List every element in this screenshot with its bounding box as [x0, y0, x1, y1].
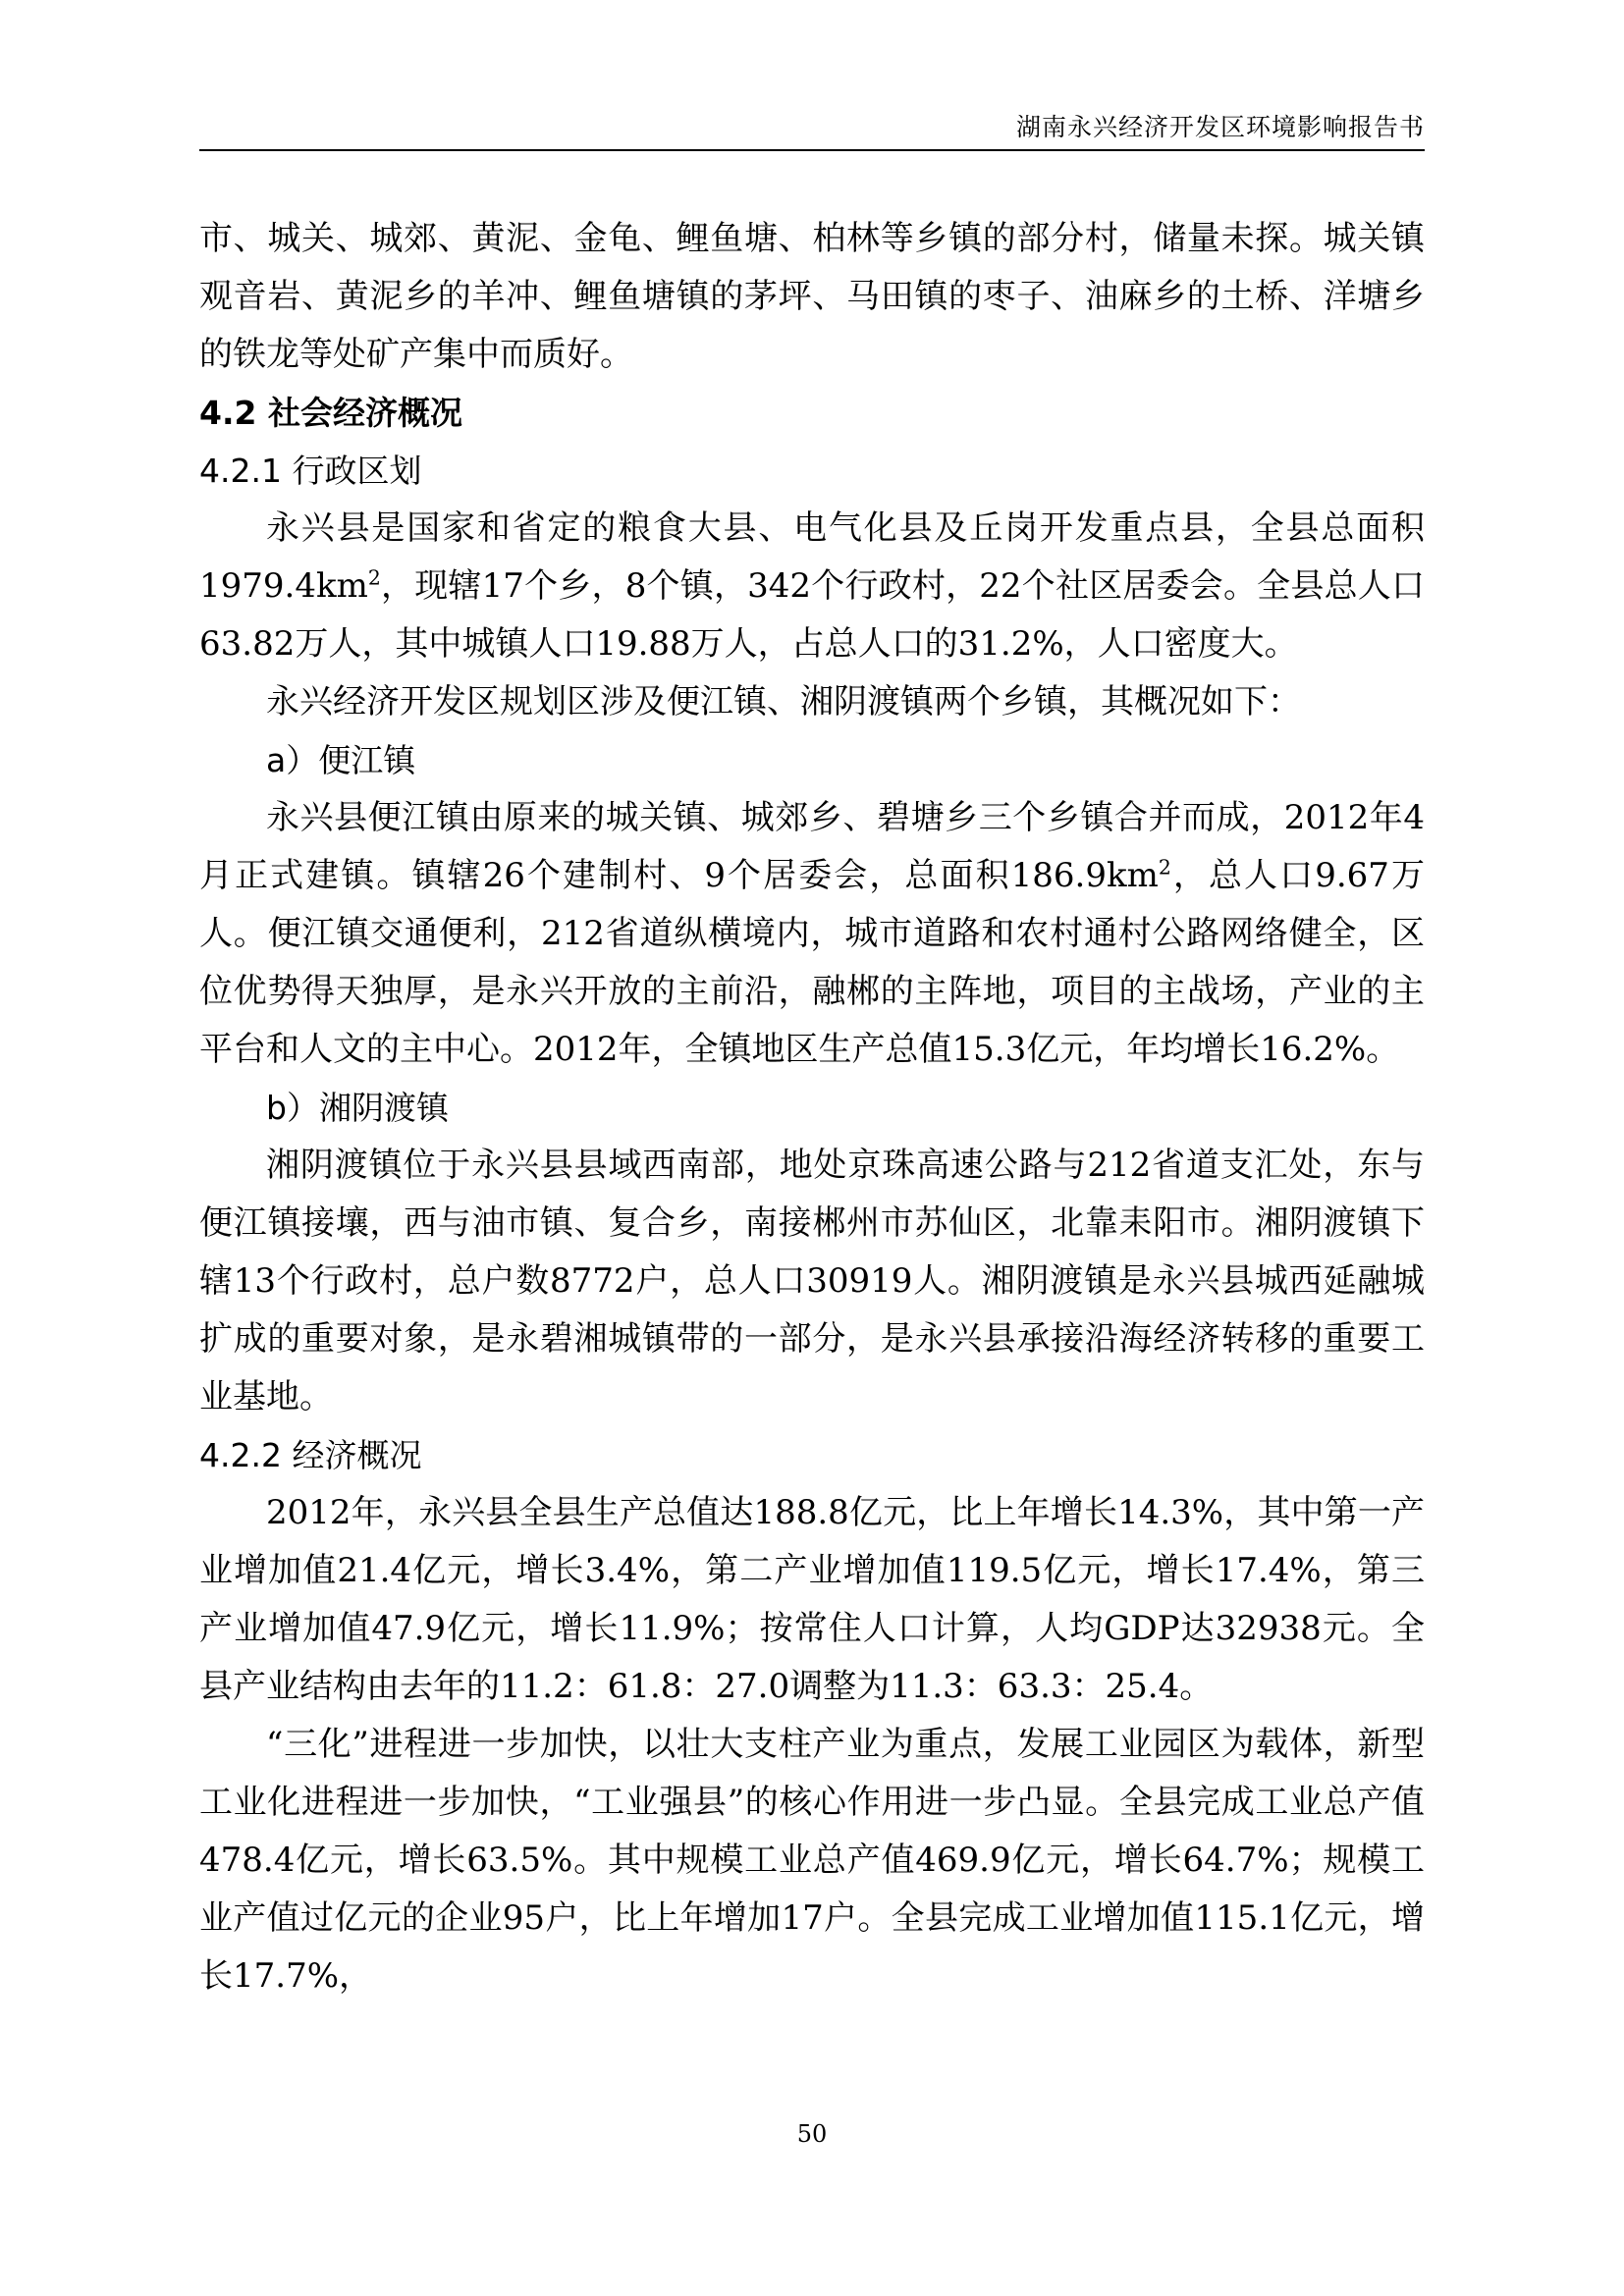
- section-heading-4-2-1: 4.2.1 行政区划: [199, 452, 422, 490]
- page-number: 50: [796, 2120, 828, 2148]
- paragraph-xiangyindu: 湘阴渡镇位于永兴县县域西南部，地处京珠高速公路与212省道支汇处，东与便江镇接壤，西与油市镇、复合乡，南接郴州市苏仙区，北靠耒阳市。湘阴渡镇下辖13个行政村，总户数8772户，总人口30919人。湘阴渡镇是永兴县城西延融城扩成的重要对象，是永碧湘城镇带的一部分，是永兴县承接沿海经济转移的重要工业基地。: [199, 1146, 1425, 1416]
- superscript: 2: [367, 565, 381, 590]
- page-header: [199, 110, 1425, 151]
- header-title: 湖南永兴经济开发区环境影响报告书: [1015, 113, 1425, 141]
- paragraph-industrialization: “三化”进程进一步加快，以壮大支柱产业为重点，发展工业园区为载体，新型工业化进程进一步加快，“工业强县”的核心作用进一步凸显。全县完成工业总产值478.4亿元，增长63.5%。其中规模工业总产值469.9亿元，增长64.7%；规模工业产值过亿元的企业95户，比上年增加17户。全县完成工业增加值115.1亿元，增长17.7%，: [199, 1725, 1425, 1996]
- text-segment: 永兴县便江镇由原来的城关镇、城郊乡、碧塘乡三个乡镇合并而成，2012年4月正式建镇。镇辖26个建制村、9个居委会，总面积186.9km: [199, 798, 1425, 895]
- text-segment: 永兴县是国家和省定的粮食大县、电气化县及丘岗开发重点县，全县总面积1979.4km: [199, 508, 1425, 606]
- paragraph-administrative-division: [199, 500, 1425, 673]
- text-segment: ，现辖17个乡，8个镇，342个行政村，22个社区居委会。全县总人口63.82万人，其中城镇人口19.88万人，占总人口的31.2%，人口密度大。: [199, 566, 1425, 664]
- paragraph-mineral-continuation: 市、城关、城郊、黄泥、金龟、鲤鱼塘、柏林等乡镇的部分村，储量未探。城关镇观音岩、黄泥乡的羊冲、鲤鱼塘镇的茅坪、马田镇的枣子、油麻乡的土桥、洋塘乡的铁龙等处矿产集中而质好。: [199, 219, 1425, 374]
- document-body: [199, 210, 1425, 2005]
- subheading-bianjiang: a）便江镇: [266, 741, 416, 779]
- section-heading-4-2-2: 4.2.2 经济概况: [199, 1436, 422, 1474]
- superscript: 2: [1158, 855, 1171, 880]
- paragraph-planning-area: 永兴经济开发区规划区涉及便江镇、湘阴渡镇两个乡镇，其概况如下：: [266, 682, 1301, 721]
- section-heading-4-2: 4.2 社会经济概况: [199, 394, 462, 432]
- paragraph-economy-2012: 2012年，永兴县全县生产总值达188.8亿元，比上年增长14.3%，其中第一产业增加值21.4亿元，增长3.4%，第二产业增加值119.5亿元，增长17.4%，第三产业增加值47.9亿元，增长11.9%；按常住人口计算，人均GDP达32938元。全县产业结构由去年的11.2：61.8：27.0调整为11.3：63.3：25.4。: [199, 1493, 1425, 1706]
- subheading-xiangyindu: b）湘阴渡镇: [266, 1089, 449, 1127]
- paragraph-bianjiang: [199, 789, 1425, 1079]
- text-segment: ，总人口9.67万人。便江镇交通便利，212省道纵横境内，城市道路和农村通村公路网络健全，区位优势得天独厚，是永兴开放的主前沿，融郴的主阵地，项目的主战场，产业的主平台和人文的主中心。2012年，全镇地区生产总值15.3亿元，年均增长16.2%。: [199, 856, 1425, 1069]
